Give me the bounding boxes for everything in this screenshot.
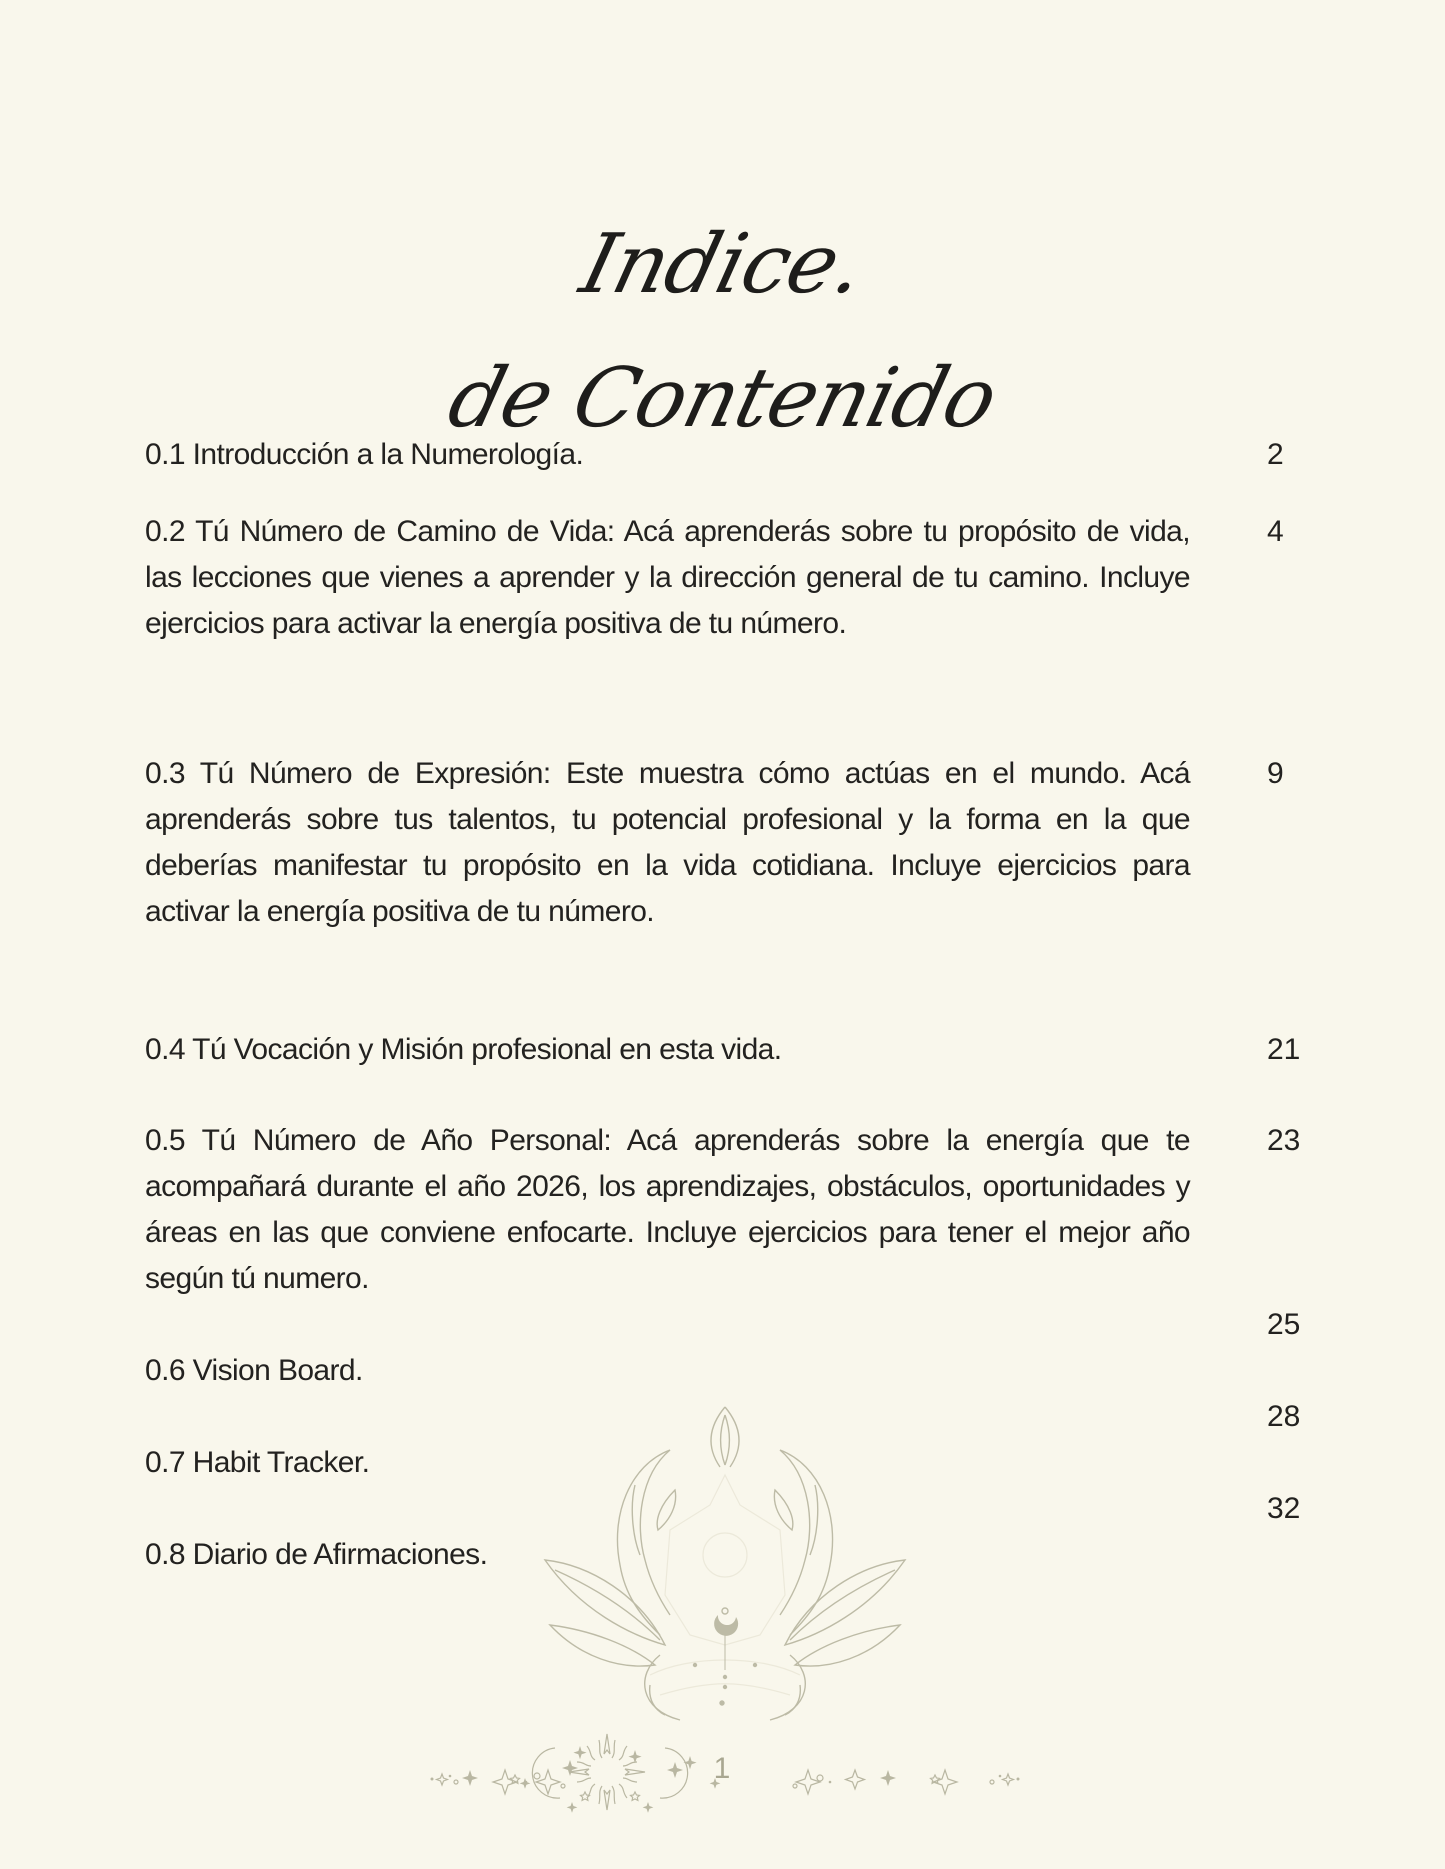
- toc-entry-title: 0.4 Tú Vocación y Misión profesional en esta vida.: [145, 1033, 782, 1066]
- toc-entry-title: 0.8 Diario de Afirmaciones.: [145, 1538, 488, 1571]
- toc-entry-0-2[interactable]: [145, 509, 1284, 647]
- toc-entry-page: 21: [1267, 1033, 1301, 1066]
- page-title-de-contenido: de Contenido: [439, 350, 1006, 446]
- toc-entry-0-4[interactable]: [145, 1027, 1301, 1073]
- page-title-indice: Indice.: [572, 216, 874, 312]
- toc-entry-page: 2: [1267, 438, 1284, 471]
- page-number: 1: [713, 1752, 731, 1785]
- toc-entry-page: 9: [1267, 757, 1284, 790]
- toc-entry-0-5[interactable]: [145, 1118, 1301, 1302]
- toc-entry-page: 28: [1267, 1400, 1301, 1433]
- toc-entry-page: 23: [1267, 1124, 1301, 1157]
- toc-entry-title: 0.3 Tú Número de Expresión: Este muestra cómo actúas en el mundo. Acá aprenderás sobre tus talentos, tu potencial profesional y la forma en la que deberías manifestar tu propósito en la vida cotidiana. Incluye ejercicios para activar la energía positiva de tu número.: [145, 757, 1190, 928]
- toc-entry-title: 0.7 Habit Tracker.: [145, 1446, 370, 1479]
- meditating-figure-lotus-icon: [540, 1395, 910, 1725]
- toc-entry-title: 0.2 Tú Número de Camino de Vida: Acá aprenderás sobre tu propósito de vida, las lecciones que vienes a aprender y la dirección general de tu camino. Incluye ejercicios para activar la energía positiva de tu número.: [145, 515, 1190, 640]
- toc-entry-title: 0.5 Tú Número de Año Personal: Acá aprenderás sobre la energía que te acompañará durante el año 2026, los aprendizajes, obstáculos, oportunidades y áreas en las que conviene enfocarte. Incluye ejercicios para tener el mejor año según tú numero.: [145, 1124, 1190, 1295]
- toc-entry-0-6[interactable]: [145, 1308, 1301, 1394]
- toc-entry-0-1[interactable]: [145, 432, 1284, 478]
- toc-entry-title: 0.6 Vision Board.: [145, 1354, 363, 1387]
- toc-entry-page: 25: [1267, 1308, 1301, 1341]
- toc-entry-title: 0.1 Introducción a la Numerología.: [145, 438, 584, 471]
- toc-entry-0-3[interactable]: [145, 751, 1284, 935]
- toc-entry-page: 4: [1267, 515, 1284, 548]
- toc-entry-page: 32: [1267, 1492, 1301, 1525]
